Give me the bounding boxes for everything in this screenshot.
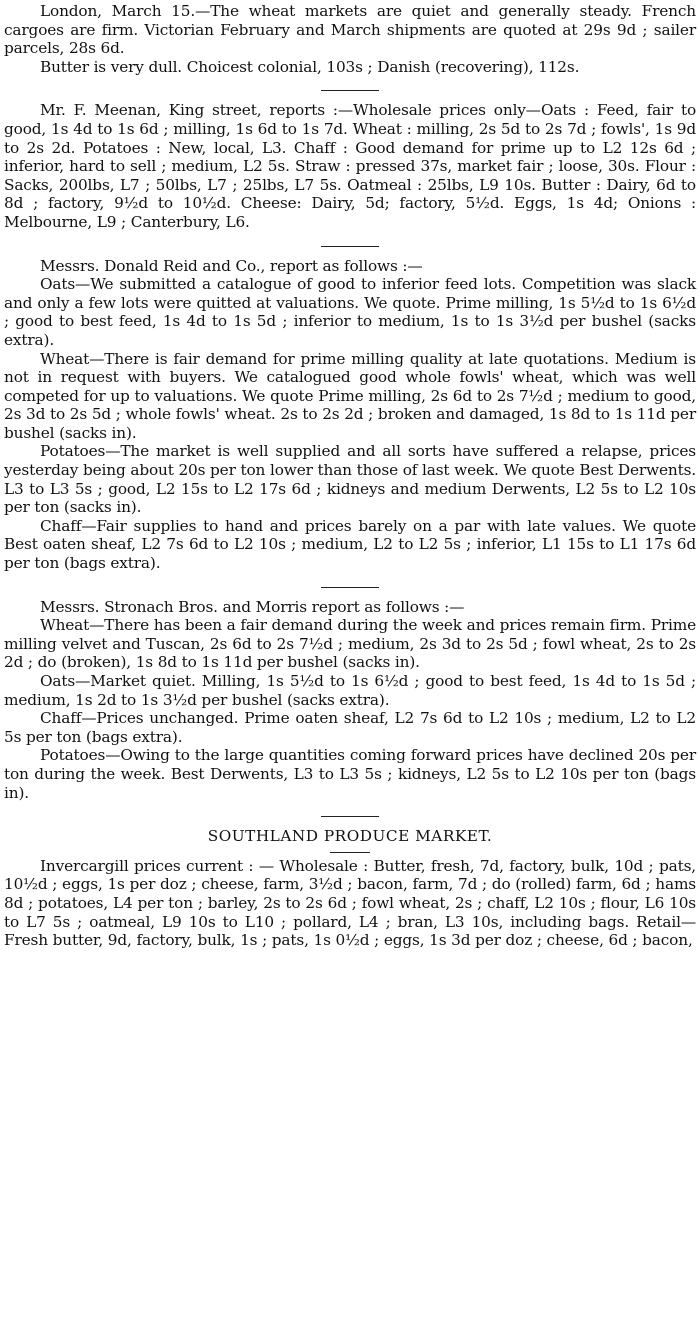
reid-wheat: Wheat—There is fair demand for prime milling quality at late quotations. Medium is not in request with buyers. We catalogued good whole fowls' wheat, which was well competed for up to valuations. We quote Prime milling, 2s 6d to 2s 7½d ; medium to good, 2s 3d to 2s 5d ; whole fowls' wheat. 2s to 2s 2d ; broken and damaged, 1s 8d to 1s 11d per bushel (sacks in). [4, 349, 696, 442]
stronach-oats: Oats—Market quiet. Milling, 1s 5½d to 1s 6½d ; good to best feed, 1s 4d to 1s 5d ; medium, 1s 2d to 1s 3½d per bushel (sacks extra). [4, 672, 696, 709]
reid-chaff: Chaff—Fair supplies to hand and prices barely on a par with late values. We quote Best oaten sheaf, L2 7s 6d to L2 10s ; medium, L2 to L2 5s ; inferior, L1 15s to L1 17s 6d per ton (bags extra). [4, 516, 696, 573]
heading-underline [330, 852, 370, 853]
reid-intro: Messrs. Donald Reid and Co., report as follows :— [40, 256, 423, 275]
stronach-wheat: Wheat—There has been a fair demand during the week and prices remain firm. Prime milling velvet and Tuscan, 2s 6d to 2s 7½d ; medium, 2s 3d to 2s 5d ; fowl wheat, 2s to 2s 2d ; do (broken), 1s 8d to 1s 11d per bushel (sacks in). [4, 616, 696, 672]
section-divider [321, 816, 379, 817]
meenan-report: Mr. F. Meenan, King street, reports :—Wholesale prices only—Oats : Feed, fair to good, 1s 4d to 1s 6d ; milling, 1s 6d to 1s 7d. Wheat : milling, 2s 5d to 2s 7d ; fowls', 1s 9d to 2s 2d. Potatoes : New, local, L3. Chaff : Good demand for prime up to L2 12s 6d ; inferior, hard to sell ; medium, L2 5s. Straw : pressed 37s, market fair ; loose, 30s. Flour : Sacks, 200lbs, L7 ; 50lbs, L7 ; 25lbs, L7 5s. Oatmeal : 25lbs, L9 10s. Butter : Dairy, 6d to 8d ; factory, 9½d to 10½d. Cheese: Dairy, 5d; factory, 5½d. Eggs, 1s 4d; Onions : Melbourne, L9 ; Canterbury, L6. [4, 101, 696, 231]
stronach-intro: Messrs. Stronach Bros. and Morris report as follows :— [40, 597, 465, 616]
southland-report: Invercargill prices current : — Wholesale : Butter, fresh, 7d, factory, bulk, 10d ; pats, 10½d ; eggs, 1s per doz ; cheese, farm, 3½d ; bacon, farm, 7d ; do (rolled) farm, 6d ; hams 8d ; potatoes, L4 per ton ; barley, 2s to 2s 6d ; fowl wheat, 2s ; chaff, L2 10s ; flour, L6 10s to L7 5s ; oatmeal, L9 10s to L10 ; pollard, L4 ; bran, L3 10s, including bags. Retail—Fresh butter, 9d, factory, bulk, 1s ; pats, 1s 0½d ; eggs, 1s 3d per doz ; cheese, 6d ; bacon, [4, 856, 696, 950]
section-divider [321, 587, 379, 588]
stronach-chaff: Chaff—Prices unchanged. Prime oaten sheaf, L2 7s 6d to L2 10s ; medium, L2 to L2 5s per ton (bags extra). [4, 709, 696, 746]
london-report: London, March 15.—The wheat markets are quiet and generally steady. French cargoes are firm. Victorian February and March shipments are quoted at 29s 9d ; sailer parcels, 28s 6d. [4, 2, 696, 58]
stronach-potatoes: Potatoes—Owing to the large quantities coming forward prices have declined 20s per ton during the week. Best Derwents, L3 to L3 5s ; kidneys, L2 5s to L2 10s per ton (bags in). [4, 746, 696, 802]
reid-potatoes: Potatoes—The market is well supplied and all sorts have suffered a relapse, prices yesterday being about 20s per ton lower than those of last week. We quote Best Derwents. L3 to L3 5s ; good, L2 15s to L2 17s 6d ; kidneys and medium Derwents, L2 5s to L2 10s per ton (sacks in). [4, 442, 696, 517]
section-divider [321, 90, 379, 91]
london-butter-report: Butter is very dull. Choicest colonial, 103s ; Danish (recovering), 112s. [40, 57, 580, 76]
southland-heading: SOUTHLAND PRODUCE MARKET. [207, 827, 493, 846]
section-divider [321, 246, 379, 247]
reid-oats: Oats—We submitted a catalogue of good to inferior feed lots. Competition was slack and only a few lots were quitted at valuations. We quote. Prime milling, 1s 5½d to 1s 6½d ; good to best feed, 1s 4d to 1s 5d ; inferior to medium, 1s to 1s 3½d per bushel (sacks extra). [4, 275, 696, 349]
